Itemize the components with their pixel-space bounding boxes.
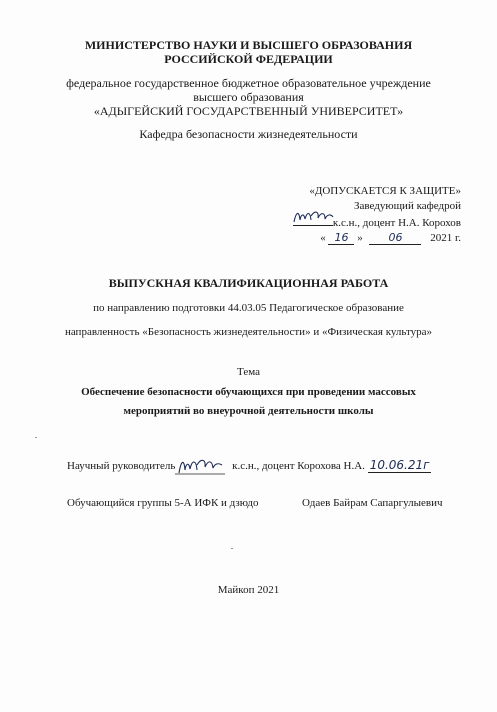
topic-line-2: мероприятий во внеурочной деятельности школы: [123, 405, 374, 417]
approval-position: Заведующий кафедрой: [354, 200, 461, 212]
date-quote-close: »: [357, 232, 363, 244]
date-quote-open: «: [320, 232, 326, 244]
approval-block: [221, 184, 461, 246]
city-year: Майкоп 2021: [217, 584, 280, 596]
approval-year: 2021 г.: [430, 232, 461, 244]
handwritten-signature-icon: [175, 455, 225, 477]
head-signature: [293, 214, 333, 226]
scan-speck: [35, 437, 37, 438]
approval-head-name: к.с.н., доцент Н.А. Корохов: [332, 217, 461, 229]
document-title: ВЫПУСКНАЯ КВАЛИФИКАЦИОННАЯ РАБОТА: [108, 276, 389, 290]
supervisor-row: [67, 455, 431, 475]
study-direction: по направлению подготовки 44.03.05 Педагогическое образование: [93, 302, 404, 314]
scan-speck: [231, 548, 233, 549]
topic-label: Тема: [237, 366, 260, 378]
approval-signature-row: [221, 214, 461, 231]
approval-date-row: [221, 231, 461, 246]
ministry-line-1: МИНИСТЕРСТВО НАУКИ И ВЫСШЕГО ОБРАЗОВАНИЯ: [84, 38, 413, 52]
topic-block: [0, 383, 497, 421]
supervisor-date: 10.06.21г: [369, 458, 430, 472]
handwritten-signature-icon: [291, 208, 335, 226]
institution-line-1: федеральное государственное бюджетное образовательное учреждение: [66, 76, 431, 90]
supervisor-name: к.с.н., доцент Корохова Н.А.: [232, 460, 365, 472]
approval-heading: «ДОПУСКАЕТСЯ К ЗАЩИТЕ»: [309, 185, 461, 197]
ministry-line-2: РОССИЙСКОЙ ФЕДЕРАЦИИ: [164, 52, 333, 66]
ministry-block: [0, 38, 497, 66]
supervisor-label: Научный руководитель: [67, 460, 176, 472]
department-name: Кафедра безопасности жизнедеятельности: [139, 127, 358, 141]
supervisor-signature: [175, 455, 223, 475]
student-name: Одаев Байрам Сапаргулыевич: [302, 497, 443, 509]
study-profile: направленность «Безопасность жизнедеятельности» и «Физическая культура»: [64, 326, 433, 338]
institution-block: [0, 76, 497, 118]
approval-day: 16: [328, 232, 354, 245]
topic-line-1: Обеспечение безопасности обучающихся при проведении массовых: [81, 386, 416, 398]
institution-line-3: «АДЫГЕЙСКИЙ ГОСУДАРСТВЕННЫЙ УНИВЕРСИТЕТ»: [93, 104, 404, 118]
approval-month: 06: [369, 232, 421, 245]
institution-line-2: высшего образования: [193, 90, 304, 104]
student-group: Обучающийся группы 5-А ИФК и дзюдо: [67, 497, 259, 509]
